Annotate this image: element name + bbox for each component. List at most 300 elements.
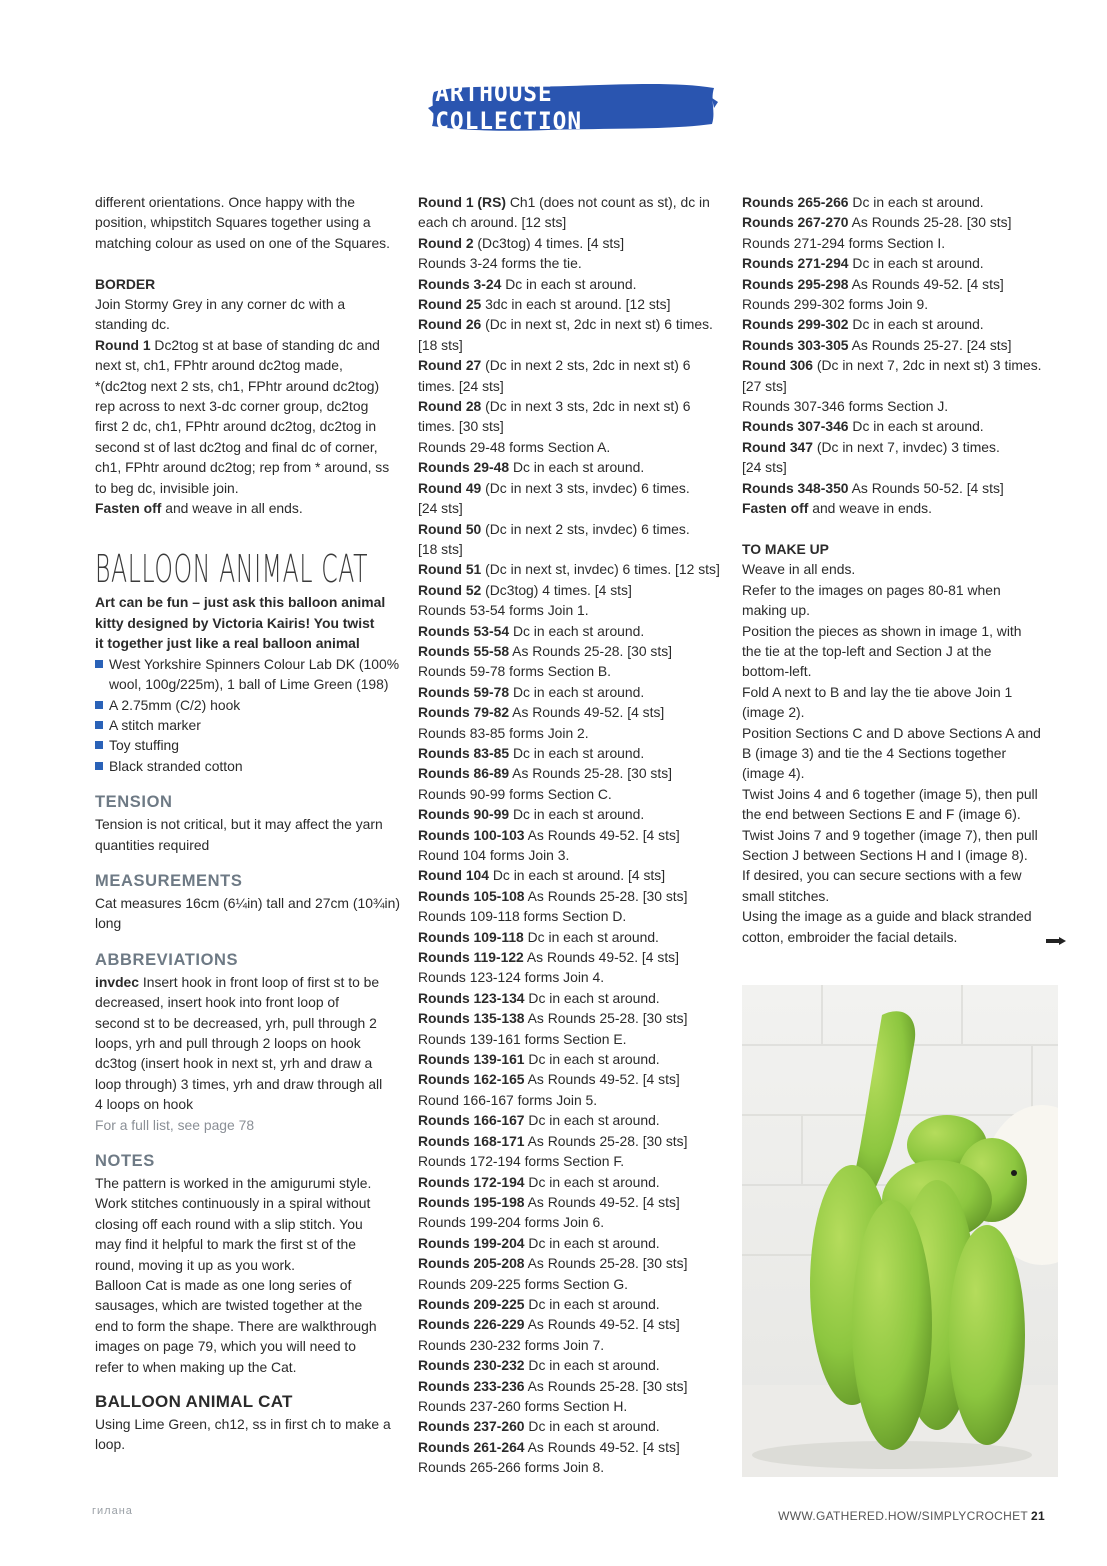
round-row — [418, 661, 723, 681]
round-text: Rounds 307-346 forms Section J. — [742, 398, 949, 415]
text-line: the tie at the top-left and Section J at the — [742, 642, 992, 659]
round-row — [418, 1172, 723, 1192]
column-2 — [418, 192, 723, 1478]
round-text: Dc in each st around. — [848, 255, 984, 272]
round-row — [418, 1335, 723, 1355]
text-line: 4 loops on hook — [95, 1096, 194, 1113]
round-text: As Rounds 49-52. [4 sts] — [848, 275, 1004, 292]
round-row — [418, 396, 723, 416]
full-list-reference: For a full list, see page 78 — [95, 1116, 255, 1133]
round-label: Round 104 — [418, 867, 490, 884]
text-line: bottom-left. — [742, 663, 812, 680]
round-text: Round 166-167 forms Join 5. — [418, 1091, 598, 1108]
pointing-hand-icon — [1045, 934, 1067, 946]
round-row — [418, 927, 723, 947]
round-label: Rounds 123-134 — [418, 989, 525, 1006]
round-text: As Rounds 25-27. [24 sts] — [848, 336, 1012, 353]
text-line: Join Stormy Grey in any corner dc with a — [95, 296, 346, 313]
text-line: the end between Sections E and F (image 6). — [742, 806, 1021, 823]
round-row — [418, 1396, 723, 1416]
round-text: As Rounds 25-28. [30 sts] — [509, 765, 673, 782]
round-text: Rounds 83-85 forms Join 2. — [418, 724, 589, 741]
text-line: small stitches. — [742, 887, 830, 904]
round-row — [418, 1376, 723, 1396]
project-intro-line: it together just like a real balloon animal — [95, 635, 360, 652]
round-text: 3dc in each st around. [12 sts] — [481, 296, 671, 313]
round-row — [418, 580, 723, 600]
round-row — [418, 376, 723, 396]
round-text: Round 104 forms Join 3. — [418, 847, 570, 863]
round-label: Rounds 135-138 — [418, 1010, 525, 1027]
round-row — [418, 233, 723, 253]
round-text: As Rounds 25-28. [30 sts] — [509, 642, 673, 659]
make-up-text — [742, 559, 1052, 947]
round-label: Round 1 (RS) — [418, 194, 506, 210]
bullet-square-icon — [95, 721, 103, 729]
round-text: [24 sts] — [418, 500, 463, 517]
measurements-heading: MEASUREMENTS — [95, 871, 243, 890]
text-line: Using Lime Green, ch12, ss in first ch to make a — [95, 1416, 391, 1433]
round-row — [742, 294, 1052, 314]
round-text: Dc in each st around. — [524, 1234, 660, 1251]
text-line: second st of last dc2tog and final dc of corner, — [95, 438, 378, 455]
round-label: Round 50 — [418, 520, 482, 537]
text-line: quantities required — [95, 836, 210, 853]
footer-url: WWW.GATHERED.HOW/SIMPLYCROCHET — [778, 1509, 1029, 1523]
round-row — [418, 1416, 723, 1436]
round-text: Rounds 123-124 forms Join 4. — [418, 969, 605, 986]
round-row — [418, 1192, 723, 1212]
round-row — [418, 1233, 723, 1253]
round-text: As Rounds 49-52. [4 sts] — [524, 1438, 680, 1455]
list-item: Black stranded cotton — [95, 756, 400, 776]
column-3 — [742, 192, 1052, 947]
text-line: second st to be decreased, yrh, pull through 2 — [95, 1014, 377, 1031]
round-row — [418, 1049, 723, 1069]
round-row — [418, 1029, 723, 1049]
round-text: As Rounds 25-28. [30 sts] — [524, 887, 688, 904]
round-row — [418, 988, 723, 1008]
round-text: Dc in each st around. — [524, 1295, 660, 1312]
bullet-square-icon — [95, 660, 103, 668]
round-label: Round 1 — [95, 336, 151, 353]
round-text: Dc in each st around. — [524, 1051, 660, 1068]
round-row — [418, 457, 723, 477]
bullet-square-icon — [95, 762, 103, 770]
round-row — [418, 682, 723, 702]
round-text: Dc in each st around. — [509, 806, 645, 823]
round-row — [418, 539, 723, 559]
text-line: The pattern is worked in the amigurumi style. — [95, 1175, 372, 1192]
project-title: BALLOON ANIMAL CAT — [95, 547, 369, 592]
banner-title: ARTHOUSE COLLECTION — [435, 79, 583, 135]
round-label: Rounds 119-122 — [418, 949, 524, 966]
round-label: Rounds 230-232 — [418, 1357, 525, 1374]
round-text: Rounds 139-161 forms Section E. — [418, 1030, 627, 1047]
round-label: Rounds 271-294 — [742, 255, 849, 272]
round-label: Rounds 90-99 — [418, 806, 510, 823]
round-row — [742, 314, 1052, 334]
round-text: Rounds 209-225 forms Section G. — [418, 1275, 629, 1292]
round-row — [418, 1090, 723, 1110]
round-label: Rounds 3-24 — [418, 275, 502, 292]
round-text: Dc in each st around. [4 sts] — [489, 867, 666, 884]
round-row — [418, 906, 723, 926]
round-text: As Rounds 49-52. [4 sts] — [523, 949, 679, 966]
round-text: Dc in each st around. — [848, 316, 984, 333]
round-text: As Rounds 49-52. [4 sts] — [524, 826, 680, 843]
text-line: images on page 79, which you will need to — [95, 1338, 356, 1355]
text-line: matching colour as used on one of the Squares. — [95, 234, 390, 251]
round-row — [418, 437, 723, 457]
round-row — [742, 498, 1052, 518]
round-text: As Rounds 25-28. [30 sts] — [848, 214, 1012, 231]
text-line: may find it helpful to mark the first st of the — [95, 1236, 356, 1253]
round-label: Rounds 79-82 — [418, 704, 510, 721]
round-label: Rounds 261-264 — [418, 1438, 525, 1455]
round-label: Rounds 303-305 — [742, 336, 849, 353]
round-row — [418, 355, 723, 375]
round-row — [418, 1110, 723, 1130]
round-row — [418, 1131, 723, 1151]
round-row — [418, 192, 723, 212]
round-text: As Rounds 49-52. [4 sts] — [524, 1071, 680, 1088]
round-row — [418, 1274, 723, 1294]
text-line: Twist Joins 7 and 9 together (image 7), then pull — [742, 826, 1038, 843]
round-label: Rounds 109-118 — [418, 928, 524, 945]
text-line: B (image 3) and tie the 4 Sections together — [742, 744, 1007, 761]
round-text: Dc in each st around. — [501, 275, 637, 292]
round-text: Dc in each st around. — [523, 928, 659, 945]
round-text: and weave in ends. — [808, 500, 932, 517]
text-line: long — [95, 915, 122, 932]
round-text: Rounds 199-204 forms Join 6. — [418, 1214, 605, 1231]
round-text: (Dc in next 7, invdec) 3 times. — [813, 438, 1000, 455]
round-row — [418, 498, 723, 518]
text-line: Work stitches continuously in a spiral without — [95, 1195, 371, 1212]
round-row — [742, 233, 1052, 253]
text-line: Tension is not critical, but it may affect the yarn — [95, 816, 383, 833]
text-line: Refer to the images on pages 80-81 when — [742, 581, 1001, 598]
round-text: Dc in each st around. — [524, 1112, 660, 1129]
round-label: Rounds 83-85 — [418, 744, 510, 761]
round-row — [418, 274, 723, 294]
round-row — [742, 192, 1052, 212]
round-text: Dc in each st around. — [848, 418, 984, 435]
list-item: West Yorkshire Spinners Colour Lab DK (100% wool, 100g/225m), 1 ball of Lime Green (198) — [95, 654, 400, 695]
fasten-label: Fasten off — [95, 500, 162, 517]
list-item: A 2.75mm (C/2) hook — [95, 695, 400, 715]
round-row — [418, 1253, 723, 1273]
text-line: round, moving it up as you work. — [95, 1256, 295, 1273]
round-row — [742, 437, 1052, 457]
round-row — [418, 763, 723, 783]
round-text: (Dc3tog) 4 times. [4 sts] — [473, 234, 625, 251]
text-line: (image 4). — [742, 765, 805, 782]
round-text: (Dc in next st, invdec) 6 times. [12 sts] — [481, 561, 720, 578]
round-text: Rounds 172-194 forms Section F. — [418, 1153, 625, 1170]
intro-text — [95, 192, 400, 253]
round-row — [742, 416, 1052, 436]
round-text: (Dc in next 7, 2dc in next st) 3 times. — [813, 357, 1042, 374]
text-line: rep across to next 3-dc corner group, dc2tog — [95, 398, 369, 415]
round-label: Rounds 199-204 — [418, 1234, 525, 1251]
page-number: 21 — [1031, 1509, 1045, 1523]
abbreviations-heading: ABBREVIATIONS — [95, 950, 239, 969]
round-row — [418, 212, 723, 232]
round-rows — [742, 192, 1052, 519]
round-row — [742, 355, 1052, 375]
round-row — [418, 947, 723, 967]
round-row — [418, 519, 723, 539]
round-label: Rounds 168-171 — [418, 1132, 525, 1149]
round-text: As Rounds 25-28. [30 sts] — [524, 1377, 688, 1394]
round-row — [418, 702, 723, 722]
text-line: invdec Insert hook in front loop of first st to be — [95, 973, 380, 990]
round-label: Round 347 — [742, 438, 814, 455]
text-line: Position Sections C and D above Sections A and — [742, 724, 1041, 741]
text-line: Position the pieces as shown in image 1, with — [742, 622, 1022, 639]
text-line: sausages, which are twisted together at the — [95, 1297, 363, 1314]
round-label: Round 49 — [418, 479, 482, 496]
round-text: times. [30 sts] — [418, 418, 504, 435]
text-line: (image 2). — [742, 704, 805, 721]
balloon-cat-photo — [742, 985, 1058, 1477]
round-label: Rounds 233-236 — [418, 1377, 525, 1394]
round-row — [418, 641, 723, 661]
round-label: Rounds 205-208 — [418, 1255, 525, 1272]
round-text: As Rounds 25-28. [30 sts] — [524, 1132, 688, 1149]
round-label: Round 51 — [418, 561, 482, 578]
round-label: Rounds 295-298 — [742, 275, 849, 292]
round-row — [418, 1294, 723, 1314]
round-text: times. [24 sts] — [418, 377, 504, 394]
tension-heading: TENSION — [95, 793, 173, 812]
text-line: Balloon Cat is made as one long series of — [95, 1277, 352, 1294]
round-row — [418, 621, 723, 641]
border-heading: BORDER — [95, 275, 156, 292]
round-row — [418, 1212, 723, 1232]
round-text: Rounds 230-232 forms Join 7. — [418, 1336, 605, 1353]
round-text: As Rounds 50-52. [4 sts] — [848, 479, 1004, 496]
round-text: As Rounds 49-52. [4 sts] — [509, 704, 665, 721]
round-row — [742, 212, 1052, 232]
round-text: Dc in each st around. — [509, 744, 645, 761]
text-line: If desired, you can secure sections with a few — [742, 867, 1022, 884]
make-up-heading: TO MAKE UP — [742, 540, 829, 557]
text-line: Cat measures 16cm (6¼in) tall and 27cm (10¾in) — [95, 894, 400, 911]
list-item: Toy stuffing — [95, 735, 400, 755]
bullet-square-icon — [95, 701, 103, 709]
round-row — [418, 314, 723, 334]
round-text: Dc in each st around. — [524, 989, 660, 1006]
round-row — [418, 335, 723, 355]
text-line: different orientations. Once happy with the — [95, 194, 355, 210]
section-heading: BALLOON ANIMAL CAT — [95, 1392, 293, 1412]
round-row — [418, 804, 723, 824]
round-label: Fasten off — [742, 500, 809, 517]
text-line: first 2 dc, ch1, FPhtr around dc2tog, dc2tog in — [95, 418, 377, 435]
round-text: [27 sts] — [742, 377, 787, 394]
text-line: Using the image as a guide and black stranded — [742, 908, 1032, 925]
round-label: Rounds 226-229 — [418, 1316, 525, 1333]
round-text: Dc in each st around. — [524, 1418, 660, 1435]
text-line: loop. — [95, 1436, 126, 1453]
round-row — [418, 743, 723, 763]
round-text: Rounds 3-24 forms the tie. — [418, 255, 582, 272]
round-label: Rounds 299-302 — [742, 316, 849, 333]
round-row — [418, 1355, 723, 1375]
text-line: decreased, insert hook into front loop of — [95, 994, 340, 1011]
round-row — [418, 1457, 723, 1477]
project-intro-line: Art can be fun – just ask this balloon animal — [95, 594, 386, 611]
text-line: Twist Joins 4 and 6 together (image 5), then pull — [742, 785, 1038, 802]
round-label: Rounds 105-108 — [418, 887, 525, 904]
text-line: Round 1 Dc2tog st at base of standing dc and — [95, 336, 380, 353]
round-label: Rounds 59-78 — [418, 683, 510, 700]
text-line: ch1, FPhtr around dc2tog; rep from * around, ss — [95, 459, 390, 476]
round-label: Rounds 86-89 — [418, 765, 510, 782]
round-text: Ch1 (does not count as st), dc in — [505, 194, 710, 210]
round-row — [418, 253, 723, 273]
balloon-cat-illustration — [742, 985, 1058, 1477]
round-label: Rounds 162-165 — [418, 1071, 525, 1088]
round-text: (Dc3tog) 4 times. [4 sts] — [481, 581, 632, 598]
text-line: Fasten off and weave in all ends. — [95, 500, 303, 517]
round-row — [418, 1151, 723, 1171]
round-label: Rounds 55-58 — [418, 642, 510, 659]
round-row — [418, 1314, 723, 1334]
round-text: (Dc in next 3 sts, invdec) 6 times. — [481, 479, 690, 496]
text-line: position, whipstitch Squares together using a — [95, 214, 371, 231]
round-row — [418, 886, 723, 906]
round-label: Rounds 307-346 — [742, 418, 849, 435]
round-text: Dc in each st around. — [509, 622, 645, 639]
text-line: cotton, embroider the facial details. — [742, 928, 958, 945]
round-text: As Rounds 25-28. [30 sts] — [524, 1010, 688, 1027]
round-label: Rounds 100-103 — [418, 826, 525, 843]
abbrev-term: invdec — [95, 973, 140, 990]
text-line: making up. — [742, 602, 810, 619]
round-text: (Dc in next 2 sts, invdec) 6 times. — [481, 520, 690, 537]
text-line: Fold A next to B and lay the tie above Join 1 — [742, 683, 1013, 700]
list-item: A stitch marker — [95, 715, 400, 735]
text-line: refer to when making up the Cat. — [95, 1358, 297, 1375]
round-text: [18 sts] — [418, 540, 463, 557]
text-line: Section J between Sections H and I (image 8). — [742, 846, 1028, 863]
materials-list — [95, 654, 400, 776]
round-text: Rounds 90-99 forms Section C. — [418, 785, 612, 802]
round-text: Rounds 271-294 forms Section I. — [742, 234, 946, 251]
round-row — [742, 396, 1052, 416]
round-label: Rounds 53-54 — [418, 622, 510, 639]
round-row — [418, 845, 723, 865]
round-row — [418, 865, 723, 885]
text-line: standing dc. — [95, 316, 170, 333]
round-text: As Rounds 25-28. [30 sts] — [524, 1255, 688, 1272]
round-text: Rounds 265-266 forms Join 8. — [418, 1459, 605, 1476]
round-row — [418, 825, 723, 845]
round-row — [742, 253, 1052, 273]
round-text: [18 sts] — [418, 336, 463, 353]
round-label: Rounds 267-270 — [742, 214, 849, 231]
round-label: Rounds 195-198 — [418, 1193, 525, 1210]
bullet-square-icon — [95, 741, 103, 749]
notes-heading: NOTES — [95, 1152, 155, 1171]
round-row — [742, 274, 1052, 294]
round-text: As Rounds 49-52. [4 sts] — [524, 1316, 680, 1333]
round-row — [742, 478, 1052, 498]
round-row — [418, 1437, 723, 1457]
text-line: loops, yrh and pull through 2 loops on hook — [95, 1034, 361, 1051]
round-label: Rounds 166-167 — [418, 1112, 525, 1129]
round-row — [418, 559, 723, 579]
round-row — [418, 1069, 723, 1089]
round-label: Round 25 — [418, 296, 482, 313]
round-label: Round 52 — [418, 581, 482, 598]
text-line: Weave in all ends. — [742, 561, 856, 578]
round-text: Dc in each st around. — [524, 1357, 660, 1374]
round-row — [742, 376, 1052, 396]
round-label: Round 26 — [418, 316, 482, 333]
round-row — [418, 416, 723, 436]
round-row — [418, 967, 723, 987]
text-line: *(dc2tog next 2 sts, ch1, FPhtr around dc2tog) — [95, 377, 380, 394]
round-label: Rounds 172-194 — [418, 1173, 525, 1190]
round-text: [24 sts] — [742, 459, 787, 476]
round-text: Dc in each st around. — [509, 459, 645, 476]
project-intro-line: kitty designed by Victoria Kairis! You twist — [95, 614, 375, 631]
text-line: end to form the shape. There are walkthrough — [95, 1317, 377, 1334]
round-text: (Dc in next 2 sts, 2dc in next st) 6 — [481, 357, 691, 374]
round-label: Round 2 — [418, 234, 474, 251]
round-text: each ch around. [12 sts] — [418, 214, 567, 231]
round-text: Rounds 29-48 forms Section A. — [418, 438, 611, 455]
round-row — [418, 723, 723, 743]
round-text: (Dc in next 3 sts, 2dc in next st) 6 — [481, 398, 691, 415]
round-row — [742, 457, 1052, 477]
round-row — [742, 335, 1052, 355]
footer — [778, 1509, 1045, 1523]
round-text: Rounds 299-302 forms Join 9. — [742, 296, 929, 313]
round-label: Rounds 139-161 — [418, 1051, 525, 1068]
round-text: Dc in each st around. — [524, 1173, 660, 1190]
text-line: to beg dc, invisible join. — [95, 479, 239, 496]
text-line: loop through) 3 times, yrh and draw through all — [95, 1075, 383, 1092]
round-row — [418, 478, 723, 498]
footer-watermark: гилана — [92, 1505, 133, 1517]
round-text: Dc in each st around. — [848, 194, 984, 210]
round-label: Rounds 265-266 — [742, 194, 849, 210]
header-banner — [428, 78, 718, 136]
round-label: Round 306 — [742, 357, 814, 374]
round-text: Rounds 109-118 forms Section D. — [418, 908, 627, 925]
round-text: Rounds 59-78 forms Section B. — [418, 663, 612, 680]
round-text: Rounds 237-260 forms Section H. — [418, 1397, 628, 1414]
round-text: Dc in each st around. — [509, 683, 645, 700]
round-text: (Dc in next st, 2dc in next st) 6 times. — [481, 316, 713, 333]
round-row — [418, 1008, 723, 1028]
text-line: next st, ch1, FPhtr around dc2tog made, — [95, 357, 343, 374]
round-row — [418, 784, 723, 804]
column-1 — [95, 192, 400, 1455]
round-label: Rounds 29-48 — [418, 459, 510, 476]
round-label: Round 28 — [418, 398, 482, 415]
round-label: Rounds 209-225 — [418, 1295, 525, 1312]
round-text: Rounds 53-54 forms Join 1. — [418, 602, 589, 619]
round-label: Round 27 — [418, 357, 482, 374]
round-text: As Rounds 49-52. [4 sts] — [524, 1193, 680, 1210]
